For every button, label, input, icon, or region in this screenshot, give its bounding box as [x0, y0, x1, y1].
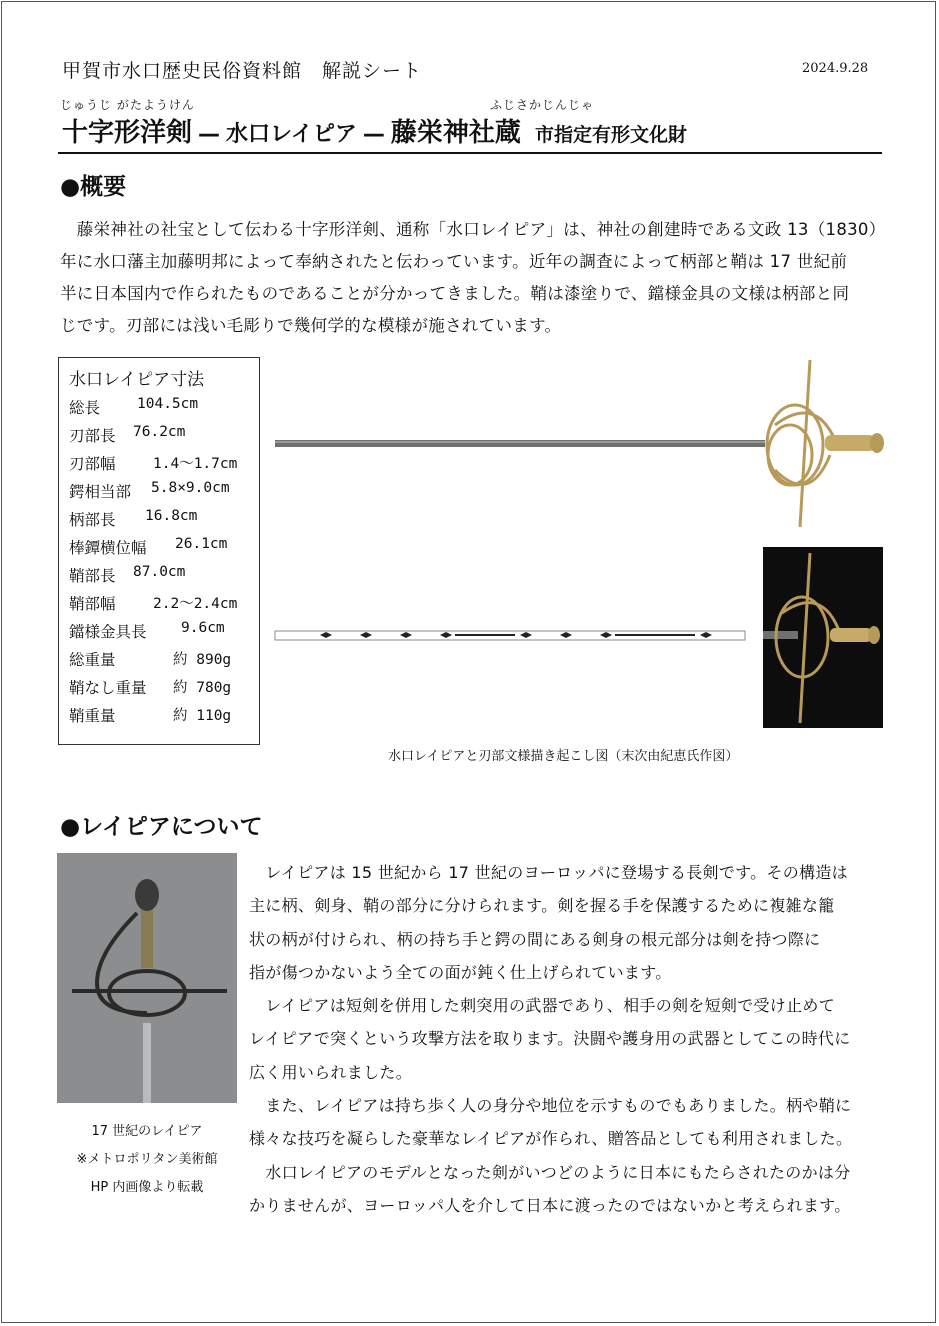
about-line: かりませんが、ヨーロッパ人を介して日本に渡ったのではないかと考えられます。	[249, 1195, 851, 1215]
dimension-value: 5.8×9.0cm	[151, 480, 230, 496]
figure-caption: 水口レイピアと刃部文様描き起こし図（末次由紀恵氏作図）	[388, 749, 739, 764]
overview-text	[60, 214, 890, 342]
dimension-label: 総長	[69, 399, 101, 417]
about-line: 状の柄が付けられ、柄の持ち手と鍔の間にある剣身の根元部分は剣を持つ際に	[249, 929, 821, 949]
title-separator: —	[198, 122, 221, 147]
rapier-hilt	[767, 360, 835, 527]
about-line: 広く用いられました。	[249, 1062, 413, 1082]
dimension-value: 約 780g	[173, 680, 232, 696]
title-subtitle: 水口レイピア	[226, 122, 357, 147]
cultural-property-label: 市指定有形文化財	[534, 124, 687, 146]
dimension-label: 鍔相当部	[69, 483, 132, 501]
rapier-pommel	[870, 433, 884, 453]
blade-pattern-drawing	[270, 545, 890, 730]
overview-line: 年に水口藩主加藤明邦によって奉納されたと伝わっています。近年の調査によって柄部と鞘は 17 世紀前	[60, 252, 848, 271]
page-title	[62, 112, 687, 149]
dimension-row	[69, 704, 232, 726]
about-line: 水口レイピアのモデルとなった剣がいつどのように日本にもたらされたのかは分	[249, 1162, 851, 1182]
dimension-row	[69, 592, 238, 614]
dimension-label: 鞘部幅	[69, 595, 116, 613]
dimension-row	[69, 424, 186, 446]
shrine-ruby: ふじさかじんじゃ	[490, 98, 595, 112]
dimensions-title: 水口レイピア寸法	[69, 370, 205, 390]
dark-photo-grip	[830, 628, 872, 642]
about-line: 指が傷つかないよう全ての面が鈍く仕上げられています。	[249, 962, 672, 982]
about-line: 主に柄、剣身、鞘の部分に分けられます。剣を握る手を保護するために複雑な籠	[249, 896, 835, 916]
about-line: 様々な技巧を凝らした豪華なレイピアが作られ、贈答品としても利用されました。	[249, 1129, 853, 1149]
title-rule	[58, 152, 882, 154]
about-line: また、レイピアは持ち歩く人の身分や地位を示すものでもありました。柄や鞘に	[249, 1096, 852, 1116]
dark-photo-blade	[763, 631, 798, 639]
dimension-row	[69, 508, 198, 530]
met-rapier-photo	[57, 853, 237, 1103]
dark-photo-pommel	[868, 626, 880, 644]
dimension-label: 柄部長	[69, 511, 116, 529]
met-caption-line: 17 世紀のレイピア	[91, 1124, 203, 1139]
title-separator-2: —	[362, 122, 385, 147]
dimension-label: 刃部長	[69, 427, 116, 445]
dimension-row	[69, 648, 232, 670]
photo-pommel	[135, 879, 159, 911]
dimension-label: 刃部幅	[69, 455, 116, 473]
dimension-label: 鞘部長	[69, 567, 116, 585]
issue-date: 2024.9.28	[802, 61, 869, 76]
title-main: 十字形洋剣	[62, 118, 193, 148]
dimension-row	[69, 480, 230, 502]
dimension-label: 総重量	[69, 651, 116, 669]
dimension-value: 26.1cm	[175, 536, 228, 552]
dimension-label: 棒鐔横位幅	[69, 539, 147, 557]
dimension-value: 約 890g	[173, 652, 232, 668]
met-caption-line: ※メトロポリタン美術館	[76, 1152, 218, 1167]
dimensions-box	[58, 357, 260, 745]
overview-line: じです。刃部には浅い毛彫りで幾何学的な模様が施されています。	[60, 316, 562, 335]
met-caption-line: HP 内画像より転載	[90, 1180, 204, 1195]
photo-grip	[141, 908, 153, 968]
about-text	[249, 856, 889, 1222]
dimension-value: 約 110g	[173, 708, 232, 724]
overview-line: 半に日本国内で作られたものであることが分かってきました。鞘は漆塗りで、鐺様金具の文様は柄部と同	[60, 284, 850, 303]
about-line: レイピアで突くという攻撃方法を取ります。決闘や護身用の武器としてこの時代に	[249, 1029, 851, 1049]
dimension-value: 104.5cm	[137, 396, 199, 412]
dimension-value: 2.2～2.4cm	[153, 596, 238, 612]
rapier-blade-shine	[275, 441, 765, 443]
dimension-row	[69, 620, 225, 642]
dimension-label: 鞘なし重量	[69, 679, 147, 697]
dimension-value: 76.2cm	[133, 424, 186, 440]
title-ruby: じゅうじ がたようけん	[60, 98, 195, 112]
overview-heading: ●概要	[60, 174, 127, 200]
dimension-value: 87.0cm	[133, 564, 186, 580]
about-line: レイピアは 15 世紀から 17 世紀のヨーロッパに登場する長剣です。その構造は	[249, 863, 848, 882]
dimension-label: 鞘重量	[69, 707, 116, 725]
title-shrine: 藤栄神社蔵	[390, 118, 521, 148]
dimension-value: 1.4～1.7cm	[153, 456, 238, 472]
museum-name: 甲賀市水口歴史民俗資料館 解説シート	[62, 60, 423, 82]
dimension-value: 9.6cm	[181, 620, 225, 636]
dimension-row	[69, 676, 232, 698]
photo-blade	[143, 1023, 151, 1103]
dimension-label: 鐺様金具長	[69, 623, 147, 641]
rapier-photo	[270, 355, 890, 535]
rapier-grip	[825, 435, 875, 451]
dimension-row	[69, 396, 199, 418]
dimension-value: 16.8cm	[145, 508, 198, 524]
dimension-row	[69, 564, 186, 586]
about-line: レイピアは短剣を併用した刺突用の武器であり、相手の剣を短剣で受け止めて	[249, 996, 836, 1016]
dimension-row	[69, 452, 238, 474]
about-heading: ●レイピアについて	[60, 814, 263, 840]
overview-line: 藤栄神社の社宝として伝わる十字形洋剣、通称「水口レイピア」は、神社の創建時である文政 13（1830）	[60, 220, 886, 239]
dimension-row	[69, 536, 228, 558]
